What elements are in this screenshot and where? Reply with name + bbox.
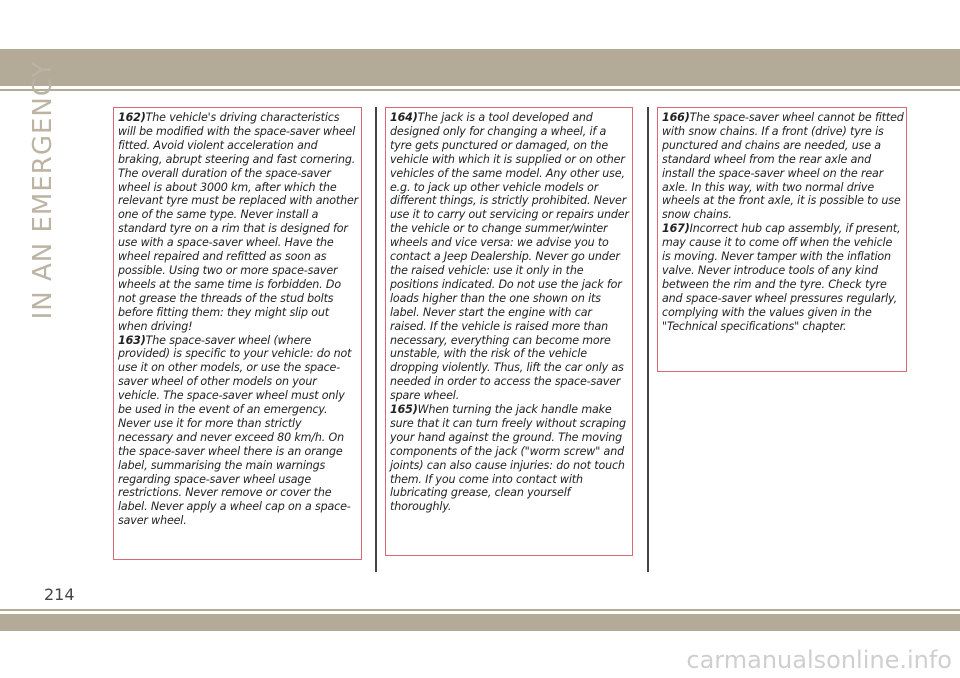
note-text: The space-saver wheel cannot be fitted with snow chains. If a front (drive) tyre is punctured and chains are needed, use a standard wheel from the rear axle and install the space-saver wheel on the rear axle. In this way, with two normal drive wheels at the front axle, it is possible to use snow chains.: [662, 111, 904, 222]
note-text: The space-saver wheel (where provided) is specific to your vehicle: do not use it on other models, or use the space-saver wheel of other models on your vehicle. The space-saver wheel must only be used in the event of an emergency. Never use it for more than strictly necessary and never exceed 80 km/h. On the space-saver wheel there is an orange label, summarising the main warnings regarding space-saver wheel usage restrictions. Never remove or cover the label. Never apply a wheel cap on a space-saver wheel.: [118, 333, 352, 528]
note-text: When turning the jack handle make sure that it can turn freely without scraping your hand against the ground. The moving components of the jack ("worm screw" and joints) can also cause injuries: do not touch them. If you come into contact with lubricating grease, clean yourself thoroughly.: [390, 403, 626, 514]
note-number: 167): [662, 222, 690, 236]
note-number: 164): [390, 111, 418, 124]
note-number: 163): [118, 333, 146, 347]
footer-band: [0, 614, 960, 631]
note-166: [662, 111, 904, 222]
page-number: 214: [44, 585, 75, 604]
column-divider: [647, 107, 649, 572]
note-164: [390, 111, 630, 403]
note-number: 165): [390, 403, 418, 417]
header-band: [0, 49, 960, 86]
note-165: [390, 403, 630, 514]
warning-box-column-1: [113, 107, 362, 560]
note-text: The jack is a tool developed and designed only for changing a wheel, if a tyre gets punctured or damaged, on the vehicle with which it is supplied or on other vehicles of the same model. Any other use, e.g. to jack up other vehicle models or different things, is strictly prohibited. Never use it to carry out servicing or repairs under the vehicle or to change summer/winter wheels and vice versa: we advise you to contact a Jeep Dealership. Never go under the raised vehicle: use it only in the positions indicated. Do not use the jack for loads higher than the one shown on its label. Never start the engine with car raised. If the vehicle is raised more than necessary, everything can become more unstable, with the risk of the vehicle dropping violently. Thus, lift the car only as needed in order to access the space-saver spare wheel.: [390, 111, 629, 403]
warning-box-column-3: [657, 107, 907, 372]
column-divider: [375, 107, 377, 572]
footer-rule: [0, 609, 960, 611]
note-167: [662, 222, 904, 333]
note-number: 162): [118, 111, 146, 124]
note-text: The vehicle's driving characteristics will be modified with the space-saver wheel fitted. Avoid violent acceleration and braking, abrupt steering and fast cornering. The overall duration of the space-saver wheel is about 3000 km, after which the relevant tyre must be replaced with another one of the same type. Never install a standard tyre on a rim that is designed for use with a space-saver wheel. Have the wheel repaired and refitted as soon as possible. Using two or more space-saver wheels at the same time is forbidden. Do not grease the threads of the stud bolts before fitting them: they might slip out when driving!: [118, 111, 359, 333]
note-162: [118, 111, 359, 334]
warning-box-column-2: [385, 107, 633, 556]
watermark: carmanualsonline.info: [686, 646, 952, 674]
note-text: Incorrect hub cap assembly, if present, may cause it to come off when the vehicle is moving. Never tamper with the inflation valve. Never introduce tools of any kind between the rim and the tyre. Check tyre and space-saver wheel pressures regularly, complying with the values given in the "Technical specifications" chapter.: [662, 222, 901, 333]
header-rule: [0, 89, 960, 91]
note-163: [118, 334, 359, 529]
note-number: 166): [662, 111, 690, 124]
section-title-text: IN AN EMERGENCY: [28, 60, 58, 320]
